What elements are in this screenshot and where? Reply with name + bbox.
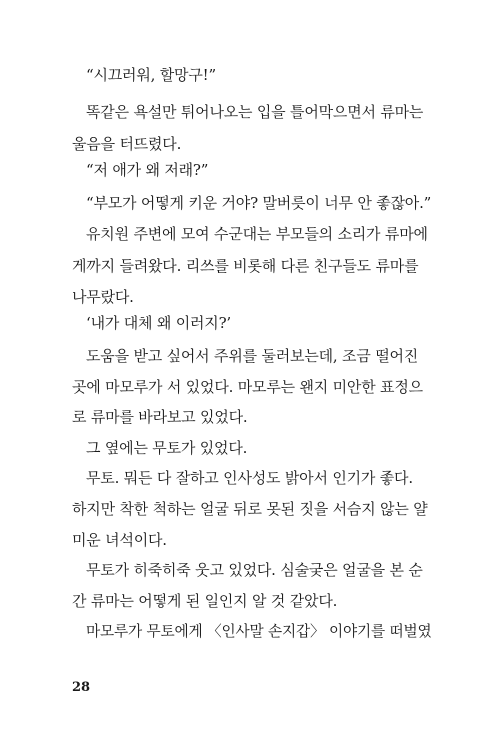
text-line-18: 간 류마는 어떻게 된 일인지 알 것 같았다. <box>72 592 338 610</box>
text-line-1: “시끄러워, 할망구!” <box>86 66 216 84</box>
text-line-9: ‘내가 대체 왜 이러지?’ <box>86 314 232 332</box>
text-line-7: 게까지 들려왔다. 리쓰를 비롯해 다른 친구들도 류마를 <box>72 257 419 275</box>
text-line-5: “부모가 어떻게 키운 거야? 말버릇이 너무 안 좋잖아.” <box>86 194 432 212</box>
text-line-14: 무토. 뭐든 다 잘하고 인사성도 밝아서 인기가 좋다. <box>86 469 413 487</box>
text-line-17: 무토가 히죽히죽 웃고 있었다. 심술궂은 얼굴을 본 순 <box>86 561 423 579</box>
text-line-19: 마모루가 무토에게 〈인사말 손지갑〉 이야기를 떠벌였 <box>86 622 432 640</box>
page-number: 28 <box>72 680 91 695</box>
text-line-10: 도움을 받고 싶어서 주위를 둘러보는데, 조금 떨어진 <box>86 347 419 365</box>
text-line-16: 미운 녀석이다. <box>72 531 167 549</box>
text-line-8: 나무랐다. <box>72 288 134 306</box>
text-line-13: 그 옆에는 무토가 있었다. <box>86 439 248 457</box>
text-line-4: “저 애가 왜 저래?” <box>86 161 209 179</box>
text-line-6: 유치원 주변에 모여 수군대는 부모들의 소리가 류마에 <box>86 225 428 243</box>
text-line-2: 똑같은 욕설만 튀어나오는 입을 틀어막으면서 류마는 <box>86 103 424 121</box>
text-line-15: 하지만 착한 척하는 얼굴 뒤로 못된 짓을 서슴지 않는 얄 <box>72 500 428 518</box>
text-line-12: 로 류마를 바라보고 있었다. <box>72 408 248 426</box>
text-line-11: 곳에 마모루가 서 있었다. 마모루는 왠지 미안한 표정으 <box>72 378 423 396</box>
text-line-3: 울음을 터뜨렸다. <box>72 135 182 153</box>
